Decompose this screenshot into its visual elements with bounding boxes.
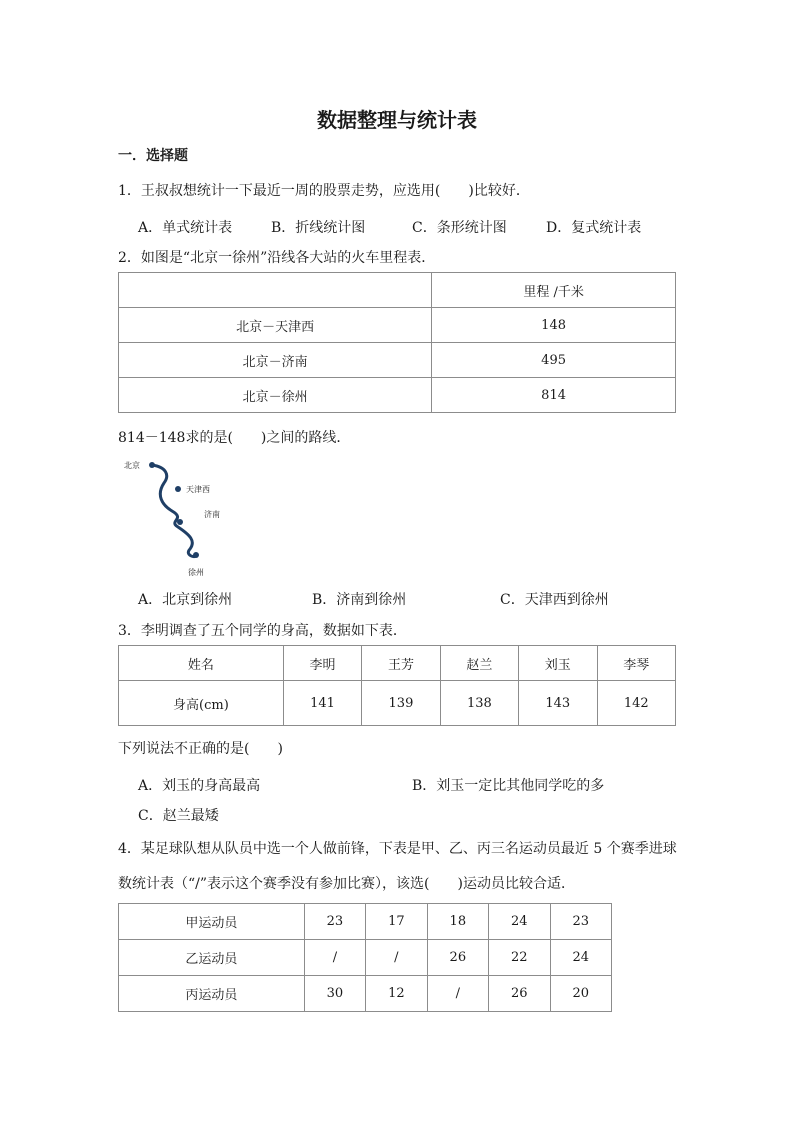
table-cell: 北京－济南 <box>119 343 432 378</box>
map-label-beijing: 北京 <box>124 461 140 470</box>
height-table <box>118 645 676 726</box>
question-1-stem: 1．王叔叔想统计一下最近一周的股票走势，应选用( )比较好． <box>118 183 530 199</box>
station-dot-jinan <box>177 519 183 525</box>
q3-option-b: B．刘玉一定比其他同学吃的多 <box>412 778 605 794</box>
table-cell: 20 <box>550 976 612 1012</box>
q1-option-a: A．单式统计表 <box>138 220 233 236</box>
page-title: 数据整理与统计表 <box>317 108 477 132</box>
table-cell: 138 <box>440 681 518 726</box>
station-dot-beijing <box>149 462 155 468</box>
table-cell: 142 <box>597 681 676 726</box>
table-cell: 24 <box>489 904 550 940</box>
q2-option-c: C．天津西到徐州 <box>500 592 609 608</box>
table-cell: / <box>304 940 365 976</box>
table-cell: 30 <box>304 976 365 1012</box>
q2-option-a: A．北京到徐州 <box>138 592 233 608</box>
table-cell: 北京－徐州 <box>119 378 432 413</box>
table-cell: 丙运动员 <box>119 976 305 1012</box>
question-3-stem: 3．李明调查了五个同学的身高，数据如下表． <box>118 623 407 639</box>
table-cell: 148 <box>432 308 676 343</box>
map-label-jinan: 济南 <box>204 510 220 519</box>
map-label-tianjinxi: 天津西 <box>186 485 210 494</box>
table-cell: 143 <box>519 681 597 726</box>
table-row <box>119 308 676 343</box>
table-cell: 495 <box>432 343 676 378</box>
table-cell: 23 <box>550 904 612 940</box>
table-row <box>119 378 676 413</box>
table-cell: 23 <box>304 904 365 940</box>
table-header-cell: 姓名 <box>119 646 284 681</box>
table-cell: 139 <box>362 681 440 726</box>
table-cell: 24 <box>550 940 612 976</box>
table-cell: 乙运动员 <box>119 940 305 976</box>
q3-option-a: A．刘玉的身高最高 <box>138 778 261 794</box>
table-cell: 17 <box>366 904 427 940</box>
table-header-cell: 李琴 <box>597 646 676 681</box>
q1-option-c: C．条形统计图 <box>412 220 507 236</box>
table-cell: 26 <box>427 940 488 976</box>
question-2-sub: 814－148求的是( )之间的路线． <box>118 430 351 446</box>
table-cell: 12 <box>366 976 427 1012</box>
table-cell: 814 <box>432 378 676 413</box>
table-cell: 22 <box>489 940 550 976</box>
table-header-cell: 里程 /千米 <box>432 273 676 308</box>
table-header-cell: 赵兰 <box>440 646 518 681</box>
table-cell: 26 <box>489 976 550 1012</box>
question-4-stem-line2: 数统计表（“/”表示这个赛季没有参加比赛），该选( )运动员比较合适． <box>118 876 575 892</box>
table-cell: 141 <box>283 681 361 726</box>
mileage-table <box>118 272 676 413</box>
route-map <box>118 455 228 580</box>
station-dot-tianjinxi <box>175 486 181 492</box>
table-row <box>119 904 612 940</box>
table-header-cell: 王芳 <box>362 646 440 681</box>
table-cell: 身高(cm) <box>119 681 284 726</box>
goals-table <box>118 903 612 1012</box>
table-header-cell <box>119 273 432 308</box>
table-cell: / <box>427 976 488 1012</box>
table-cell: 18 <box>427 904 488 940</box>
q1-option-b: B．折线统计图 <box>271 220 366 236</box>
section-heading: 一．选择题 <box>118 148 188 164</box>
map-label-xuzhou: 徐州 <box>188 568 204 577</box>
question-3-sub: 下列说法不正确的是( ) <box>118 741 283 757</box>
table-row <box>119 976 612 1012</box>
table-row <box>119 681 676 726</box>
question-4-stem-line1: 4．某足球队想从队员中选一个人做前锋，下表是甲、乙、丙三名运动员最近 5 个赛季进球 <box>118 841 677 857</box>
table-cell: 甲运动员 <box>119 904 305 940</box>
table-cell: 北京－天津西 <box>119 308 432 343</box>
table-header-cell: 刘玉 <box>519 646 597 681</box>
station-dot-xuzhou <box>193 552 199 558</box>
table-row <box>119 343 676 378</box>
q3-option-c: C．赵兰最矮 <box>138 808 219 824</box>
q1-option-d: D．复式统计表 <box>546 220 642 236</box>
q2-option-b: B．济南到徐州 <box>312 592 407 608</box>
table-header-cell: 李明 <box>283 646 361 681</box>
route-line <box>152 465 196 557</box>
table-row <box>119 940 612 976</box>
table-cell: / <box>366 940 427 976</box>
question-2-stem: 2．如图是“北京一徐州”沿线各大站的火车里程表． <box>118 250 436 266</box>
